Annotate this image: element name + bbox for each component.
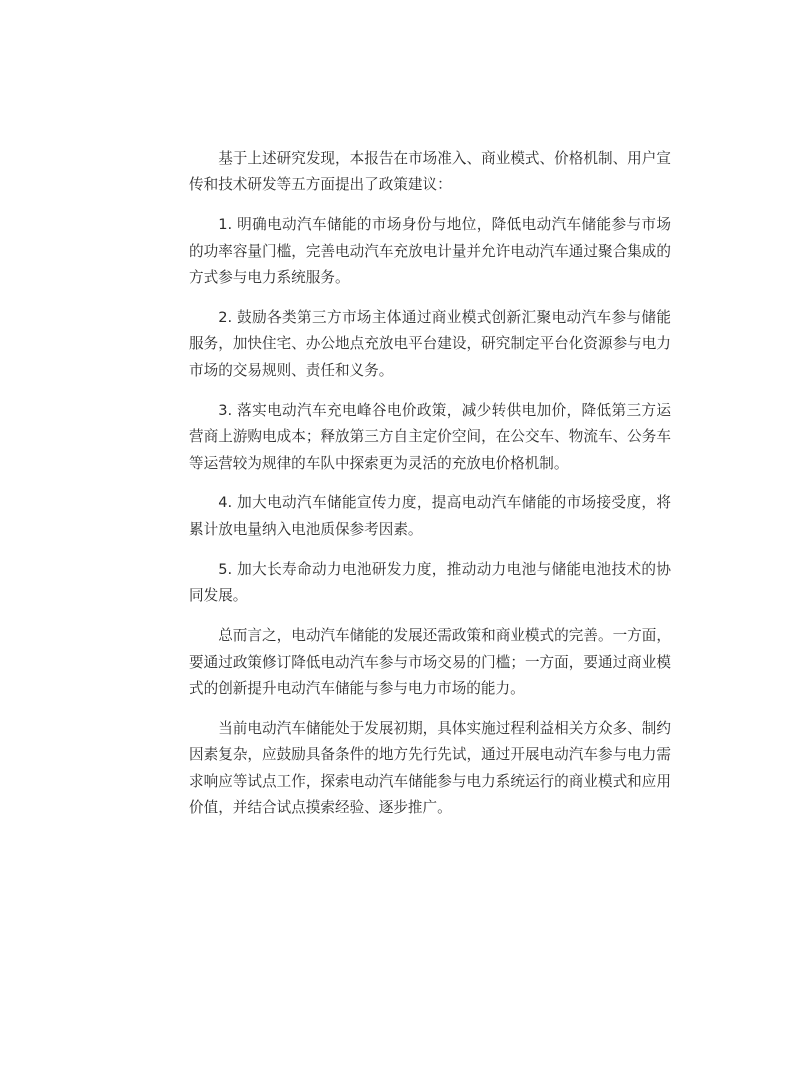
outlook-paragraph: 当前电动汽车储能处于发展初期，具体实施过程利益相关方众多、制约因素复杂，应鼓励具备条件的地方先行先试，通过开展电动汽车参与电力需求响应等试点工作，探索电动汽车储能参与电力系统运行的商业模式和应用价值，并结合试点摸索经验、逐步推广。 bbox=[189, 719, 671, 817]
recommendation-4-paragraph: 4. 加大电动汽车储能宣传力度，提高电动汽车储能的市场接受度，将累计放电量纳入电池质保参考因素。 bbox=[189, 494, 671, 538]
recommendation-2-paragraph: 2. 鼓励各类第三方市场主体通过商业模式创新汇聚电动汽车参与储能服务，加快住宅、办公地点充放电平台建设，研究制定平台化资源参与电力市场的交易规则、责任和义务。 bbox=[189, 309, 671, 379]
document-body bbox=[189, 146, 671, 835]
recommendation-1-paragraph: 1. 明确电动汽车储能的市场身份与地位，降低电动汽车储能参与市场的功率容量门槛，完善电动汽车充放电计量并允许电动汽车通过聚合集成的方式参与电力系统服务。 bbox=[189, 216, 671, 287]
recommendation-5-paragraph: 5. 加大长寿命动力电池研发力度，推动动力电池与储能电池技术的协同发展。 bbox=[189, 560, 671, 605]
summary-paragraph: 总而言之，电动汽车储能的发展还需政策和商业模式的完善。一方面，要通过政策修订降低电动汽车参与市场交易的门槛；一方面，要通过商业模式的创新提升电动汽车储能与参与电力市场的能力。 bbox=[189, 627, 671, 697]
recommendation-3-paragraph: 3. 落实电动汽车充电峰谷电价政策，减少转供电加价，降低第三方运营商上游购电成本；释放第三方自主定价空间，在公交车、物流车、公务车等运营较为规律的车队中探索更为灵活的充放电价格机制。 bbox=[189, 401, 671, 472]
intro-paragraph: 基于上述研究发现，本报告在市场准入、商业模式、价格机制、用户宣传和技术研发等五方面提出了政策建议： bbox=[189, 150, 671, 194]
